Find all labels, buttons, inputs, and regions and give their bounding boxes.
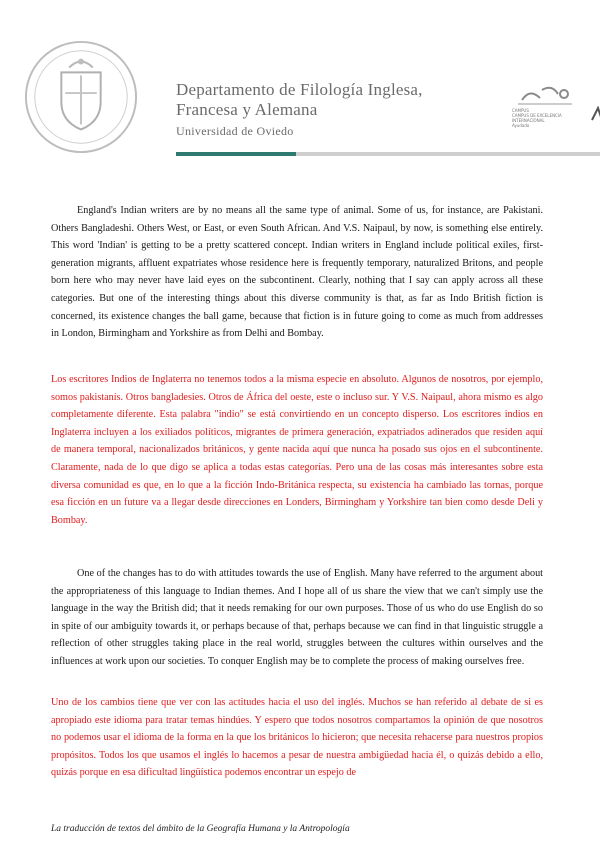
page-footer: La traducción de textos del ámbito de la Geografía Humana y la Antropología bbox=[51, 824, 350, 834]
header-divider bbox=[296, 152, 600, 156]
cei-caption bbox=[512, 108, 582, 128]
edge-mark-icon bbox=[590, 106, 600, 122]
university-name: Universidad de Oviedo bbox=[176, 124, 294, 138]
cei-caption-line: Ayudado bbox=[512, 123, 530, 128]
cei-caption-line: CAMPUS DE EXCELENCIA bbox=[512, 113, 562, 118]
department-header bbox=[176, 80, 456, 139]
cei-caption-line: INTERNACIONAL bbox=[512, 118, 545, 123]
university-crest-icon bbox=[22, 38, 140, 156]
paragraph-spanish-1: Los escritores Indios de Inglaterra no tenemos todos a la misma especie en absoluto. Algunos de nosotros, por ejemplo, somos pakistanís. Otros bangladesies. Otros de África del oeste, este o incluso sur. Y V.S. Naipaul, ahora mismo es algo completamente diferente. Esta palabra "indio" se está convirtiendo en un concepto disperso. Los escritores indios en Inglaterra incluyen a los exiliados políticos, migrantes de primera generación, expatriados adinerados que residen aquí de manera temporal, nacionalizados británicos, y gente nacida aquí que nunca ha posado sus ojos en el subcontinente. Claramente, nada de lo que digo se aplica a todas estas categorías. Pero una de las cosas más interesantes sobre esta diversa comunidad es que, en lo que a la ficción Indo-Británica respecta, su existencia ha cambiado las tornas, porque esa ficción en un future va a llegar desde direcciones en Londers, Birmingham y Yorkshire tan bien como desde Deli y Bombay. bbox=[51, 374, 543, 526]
cei-caption-line: CAMPUS bbox=[512, 108, 529, 113]
department-name-line2: Francesa y Alemana bbox=[176, 100, 318, 119]
header-accent-bar bbox=[176, 152, 296, 156]
paragraph-spanish-2: Uno de los cambios tiene que ver con las actitudes hacia el uso del inglés. Muchos se han referido al debate de si es apropiado este idioma para tratar temas hindúes. Y espero que todos nosotros compartamos la opinión de que nosotros no podemos usar el idioma de la forma en la que los británicos lo hicieron; que necesita rehacerse para nuestros propios propósitos. Todos los que usamos el inglés lo hacemos a pesar de nuestra ambigüedad hacia él, o quizás debido a ello, quizás porque en esa dificultad lingüística podemos encontrar un espejo de bbox=[51, 697, 543, 779]
paragraph-english-1: England's Indian writers are by no means all the same type of animal. Some of us, for instance, are Pakistani. Others Bangladeshi. Others West, or East, or even South African. And V.S. Naipaul, by now, is something else entirely. This word 'Indian' is getting to be a pretty scattered concept. Indian writers in England include political exiles, first-generation migrants, affluent expatriates whose residence here is frequently temporary, naturalized Britons, and people born here who may never have laid eyes on the subcontinent. Clearly, nothing that I say can apply across all these categories. But one of the interesting things about this diverse community is that, as far as Indo British fiction is concerned, its existence changes the ball game, because that fiction is in future going to come as much from addresses in London, Birmingham and Yorkshire as from Delhi and Bombay. bbox=[51, 205, 543, 340]
paragraph-english-2: One of the changes has to do with attitudes towards the use of English. Many have referred to the argument about the appropriateness of this language to Indian themes. And I hope all of us share the view that we can't simply use the language in the way the British did; that it needs remaking for our own purposes. Those of us who do use English do so in spite of our ambiguity towards it, or perhaps because of that, perhaps because we can find in that linguistic struggle a reflection of other struggles taking place in the real world, struggles between the cultures within ourselves and the influences at work upon our societies. To conquer English may be to complete the process of making ourselves free. bbox=[51, 568, 543, 667]
department-name-line1: Departamento de Filología Inglesa, bbox=[176, 80, 423, 99]
